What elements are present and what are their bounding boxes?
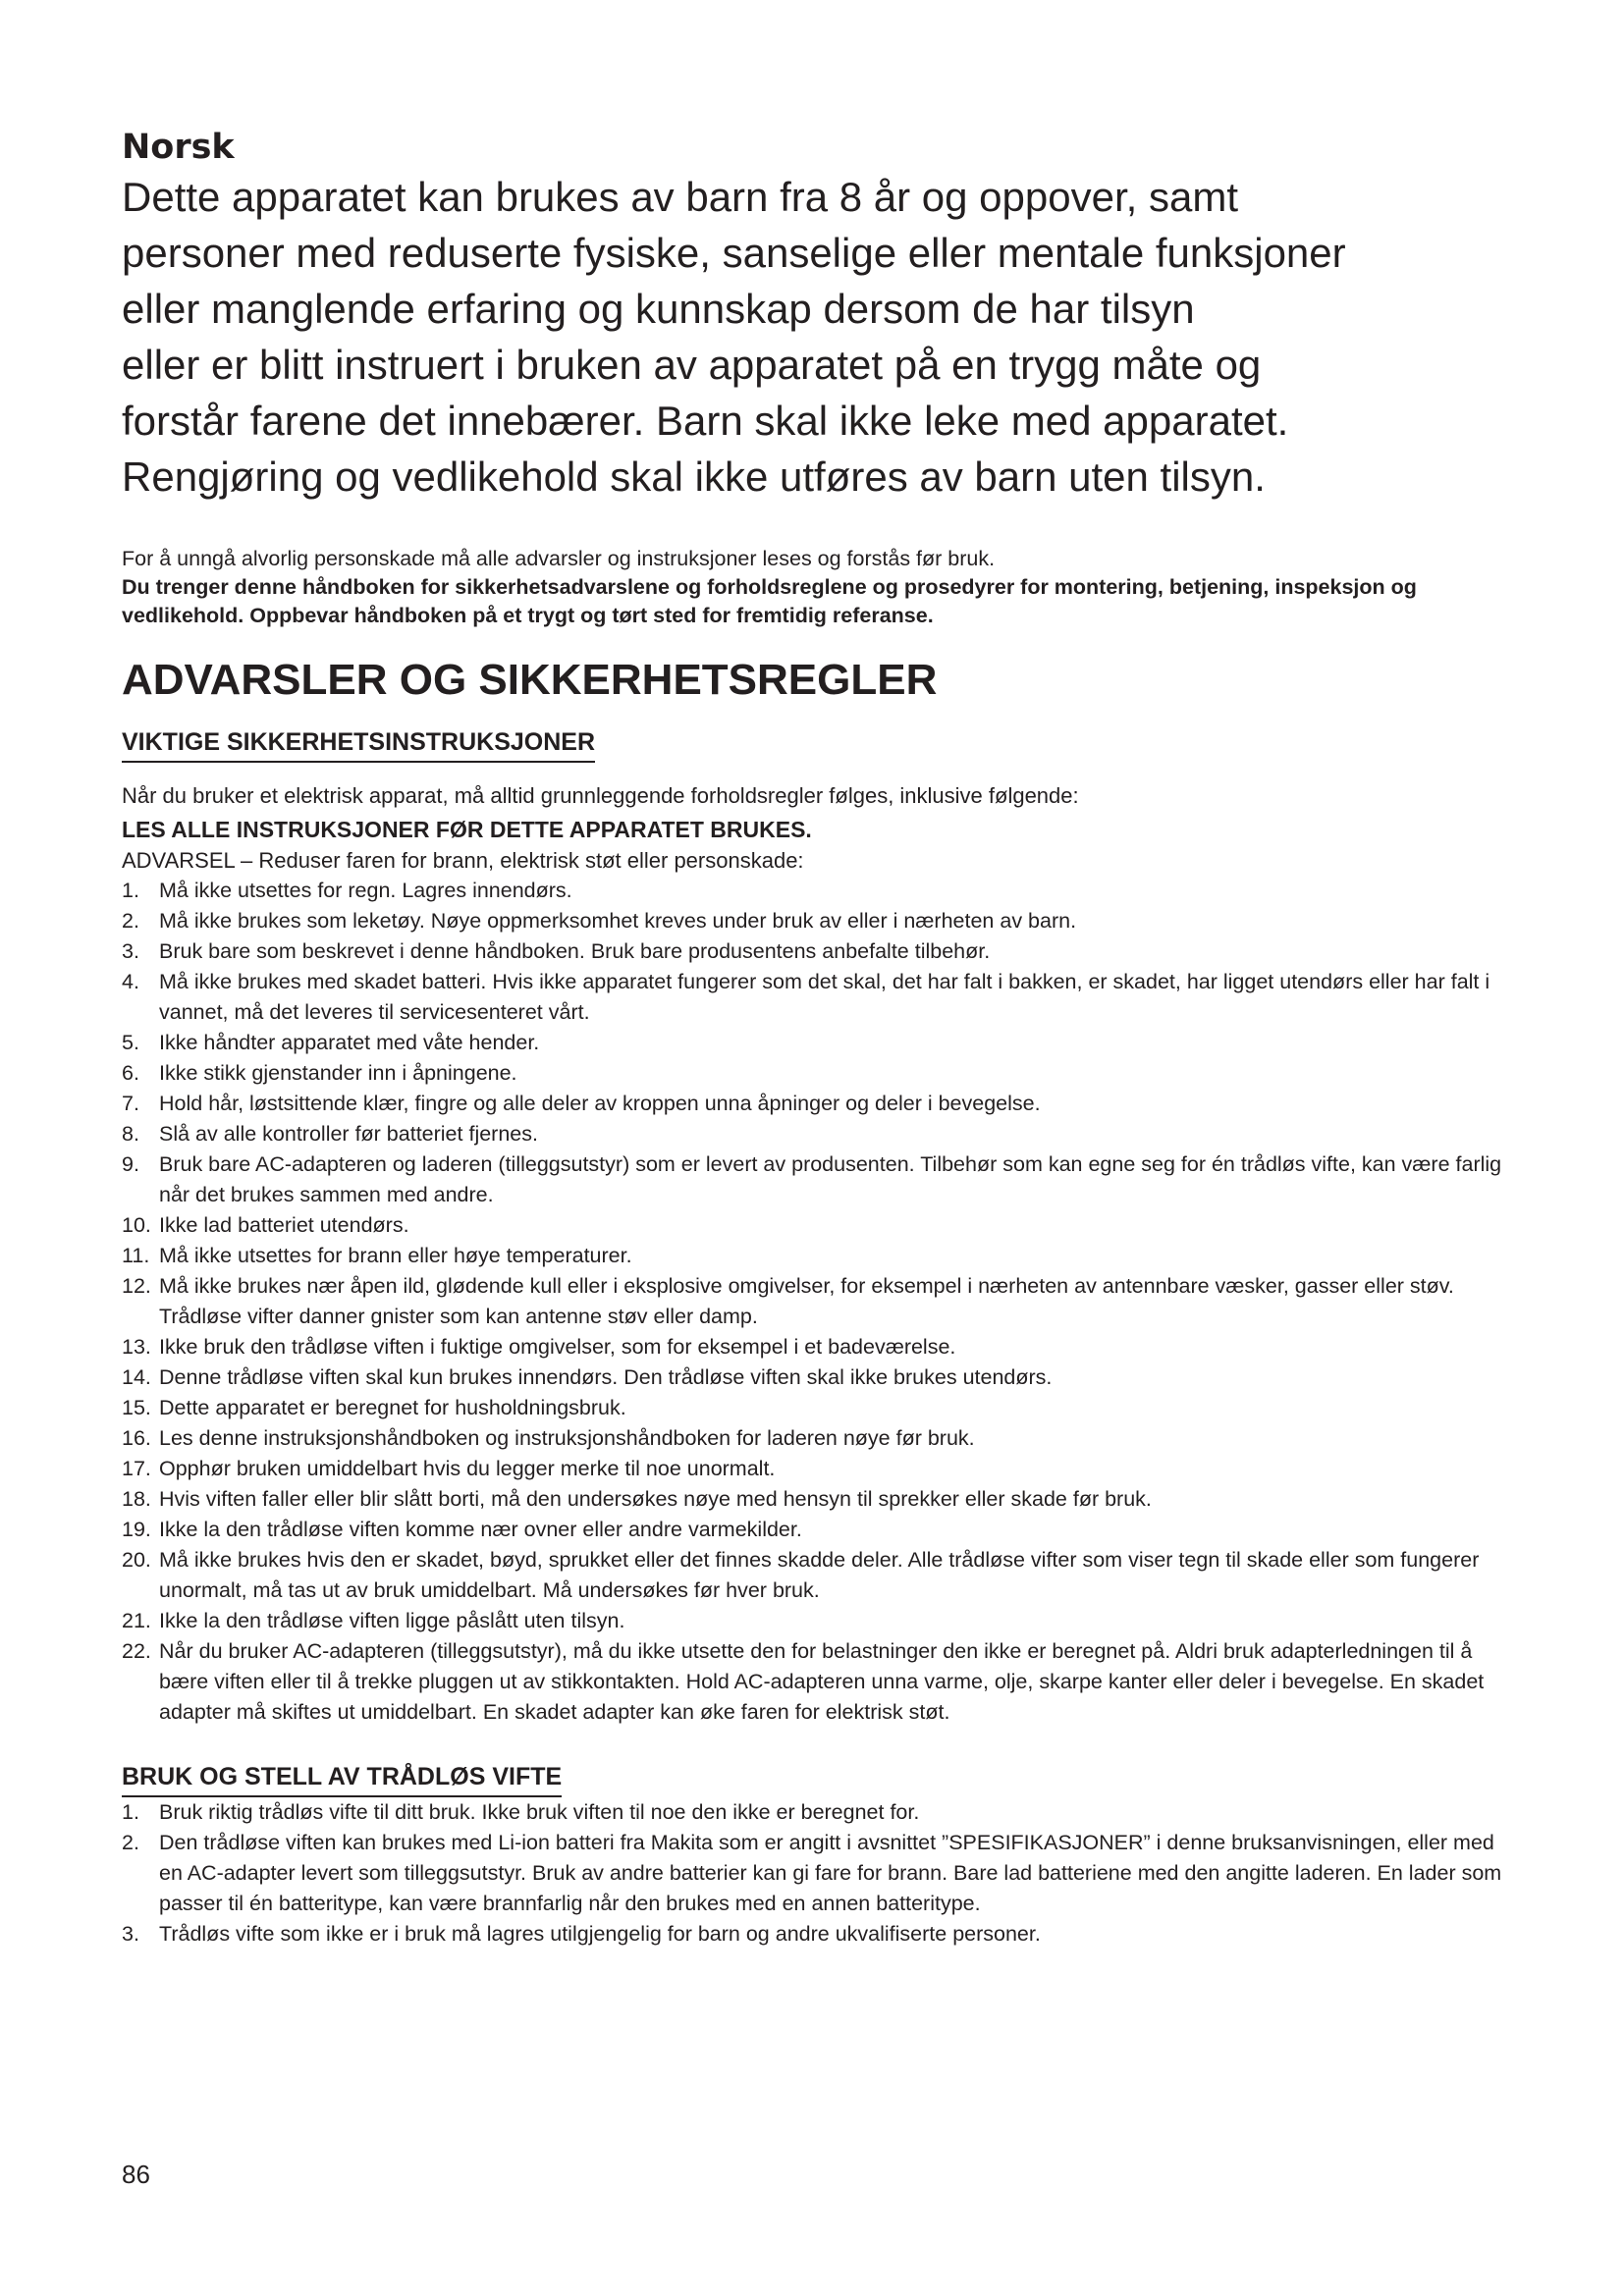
list-item [122,1089,1516,1119]
list-item [122,1332,1516,1362]
list-item-text: Dette apparatet er beregnet for husholdningsbruk. [159,1396,626,1419]
list-item [122,1149,1516,1210]
list-item-number: 19. [122,1518,151,1541]
list-item-text: Ikke la den trådløse viften komme nær ovner eller andre varmekilder. [159,1518,802,1541]
list-item-number: 9. [122,1152,139,1176]
list-item-text: Denne trådløse viften skal kun brukes innendørs. Den trådløse viften skal ikke brukes utendørs. [159,1365,1053,1389]
list-item-text: Hvis viften faller eller blir slått borti, må den undersøkes nøye med hensyn til sprekker eller skade før bruk. [159,1487,1152,1511]
list-item-number: 10. [122,1213,151,1237]
list-item-number: 15. [122,1396,151,1419]
list-item-text: Må ikke brukes nær åpen ild, glødende kull eller i eksplosive omgivelser, for eksempel i nærheten av antennbare væsker, gasser eller støv. Trådløse vifter danner gnister som kan antenne støv eller damp. [159,1274,1454,1328]
lead-line: eller er blitt instruert i bruken av apparatet på en trygg måte og [122,342,1262,388]
lead-line: forstår farene det innebærer. Barn skal ikke leke med apparatet. [122,398,1289,444]
list-item-text: Bruk riktig trådløs vifte til ditt bruk. Ikke bruk viften til noe den ikke er beregnet for. [159,1800,920,1824]
list-item [122,1119,1516,1149]
list-item-text: Må ikke brukes hvis den er skadet, bøyd, sprukket eller det finnes skadde deler. Alle trådløse vifter som viser tegn til skade eller som fungerer unormalt, må tas ut av bruk umiddelbart. Må undersøkes før hver bruk. [159,1548,1480,1602]
list-item [122,936,1516,967]
list-item [122,1028,1516,1058]
list-item-text: Slå av alle kontroller før batteriet fjernes. [159,1122,538,1146]
list-item-text: Les denne instruksjonshåndboken og instruksjonshåndboken for laderen nøye før bruk. [159,1426,975,1450]
list-item-text: Hold hår, løstsittende klær, fingre og alle deler av kroppen unna åpninger og deler i bevegelse. [159,1092,1041,1115]
lead-line: personer med reduserte fysiske, sanselige eller mentale funksjoner [122,230,1346,276]
lead-line: Dette apparatet kan brukes av barn fra 8 år og oppover, samt [122,174,1238,220]
section-heading-wrap [122,726,1516,763]
section-heading-care: BRUK OG STELL AV TRÅDLØS VIFTE [122,1761,562,1797]
list-item-text: Må ikke brukes med skadet batteri. Hvis ikke apparatet fungerer som det skal, det har falt i bakken, er skadet, har ligget utendørs eller har falt i vannet, må det leveres til servicesenteret vårt. [159,970,1490,1024]
list-item [122,1271,1516,1332]
list-item-text: Ikke la den trådløse viften ligge påslått uten tilsyn. [159,1609,625,1632]
list-item [122,1454,1516,1484]
document-page [122,128,1516,1949]
list-item-number: 11. [122,1244,150,1267]
care-instructions-list [122,1797,1516,1949]
list-item-number: 3. [122,1922,139,1946]
list-item-text: Ikke håndter apparatet med våte hender. [159,1031,540,1054]
list-item-text: Ikke bruk den trådløse viften i fuktige omgivelser, som for eksempel i et badeværelse. [159,1335,956,1359]
list-item [122,1515,1516,1545]
main-heading: ADVARSLER OG SIKKERHETSREGLER [122,656,938,704]
list-item [122,1058,1516,1089]
intro-text: For å unngå alvorlig personskade må alle advarsler og instruksjoner leses og forstås før bruk. [122,547,996,570]
lead-line: Rengjøring og vedlikehold skal ikke utføres av barn uten tilsyn. [122,454,1266,500]
list-item-number: 2. [122,909,139,933]
list-item-number: 14. [122,1365,151,1389]
list-item-number: 7. [122,1092,139,1115]
list-item [122,967,1516,1028]
list-item [122,1362,1516,1393]
list-item-number: 2. [122,1831,139,1854]
list-item-text: Ikke stikk gjenstander inn i åpningene. [159,1061,517,1085]
safety-instructions-list [122,876,1516,1728]
section-lead: Når du bruker et elektrisk apparat, må alltid grunnleggende forholdsregler følges, inklusive følgende: [122,783,1079,808]
list-item-number: 20. [122,1548,151,1572]
list-item [122,1636,1516,1728]
list-item [122,1919,1516,1949]
list-item-number: 8. [122,1122,139,1146]
list-item-text: Den trådløse viften kan brukes med Li-ion batteri fra Makita som er angitt i avsnittet ”SPESIFIKASJONER” i denne bruksanvisningen, eller med en AC-adapter levert som tilleggsutstyr. Bruk av andre batterier kan gi fare for brann. Bare lad batteriene med den angitte laderen. En lader som passer til én batteritype, kan være brannfarlig når den brukes med en annen batteritype. [159,1831,1502,1915]
list-item-number: 13. [122,1335,151,1359]
list-item [122,1423,1516,1454]
list-item [122,1606,1516,1636]
list-item-number: 16. [122,1426,151,1450]
language-label: Norsk [122,128,235,167]
list-item-text: Når du bruker AC-adapteren (tilleggsutstyr), må du ikke utsette den for belastninger den ikke er beregnet på. Aldri bruk adapterledningen til å bære viften eller til å trekke pluggen ut av stikkontakten. Hold AC-adapteren unna varme, olje, skarpe kanter eller deler i bevegelse. En skadet adapter må skiftes ut umiddelbart. En skadet adapter kan øke faren for elektrisk støt. [159,1639,1485,1724]
list-item [122,906,1516,936]
list-item [122,1393,1516,1423]
list-item-number: 22. [122,1639,151,1663]
list-item-text: Trådløs vifte som ikke er i bruk må lagres utilgjengelig for barn og andre ukvalifiserte personer. [159,1922,1041,1946]
list-item [122,1210,1516,1241]
section-heading-safety: VIKTIGE SIKKERHETSINSTRUKSJONER [122,726,595,763]
intro-bold-text: Du trenger denne håndboken for sikkerhetsadvarslene og forholdsreglene og prosedyrer for montering, betjening, inspeksjon og vedlikehold. Oppbevar håndboken på et trygt og tørt sted for fremtidig referanse. [122,575,1417,627]
list-item-number: 6. [122,1061,139,1085]
list-item-number: 1. [122,1800,139,1824]
list-item-number: 17. [122,1457,151,1480]
read-instructions-notice: LES ALLE INSTRUKSJONER FØR DETTE APPARATET BRUKES. [122,817,812,842]
lead-paragraph [122,169,1516,505]
list-item-text: Må ikke utsettes for brann eller høye temperaturer. [159,1244,632,1267]
list-item-number: 18. [122,1487,151,1511]
lead-line: eller manglende erfaring og kunnskap dersom de har tilsyn [122,286,1195,332]
list-item-text: Må ikke brukes som leketøy. Nøye oppmerksomhet kreves under bruk av eller i nærheten av barn. [159,909,1077,933]
list-item [122,1484,1516,1515]
list-item-number: 3. [122,939,139,963]
list-item-text: Ikke lad batteriet utendørs. [159,1213,409,1237]
list-item [122,876,1516,906]
warning-text: ADVARSEL – Reduser faren for brann, elektrisk støt eller personskade: [122,848,804,873]
list-item [122,1797,1516,1828]
section-heading-wrap [122,1761,1516,1797]
list-item-text: Bruk bare som beskrevet i denne håndboken. Bruk bare produsentens anbefalte tilbehør. [159,939,991,963]
list-item [122,1241,1516,1271]
list-item-number: 4. [122,970,139,993]
list-item-number: 1. [122,879,139,902]
page-number: 86 [122,2160,150,2189]
list-item-text: Bruk bare AC-adapteren og laderen (tilleggsutstyr) som er levert av produsenten. Tilbehør som kan egne seg for én trådløs vifte, kan være farlig når det brukes sammen med andre. [159,1152,1502,1206]
list-item-number: 5. [122,1031,139,1054]
list-item-text: Må ikke utsettes for regn. Lagres innendørs. [159,879,572,902]
list-item-number: 21. [122,1609,151,1632]
list-item [122,1545,1516,1606]
list-item [122,1828,1516,1919]
intro-block [122,545,1516,630]
list-item-number: 12. [122,1274,151,1298]
list-item-text: Opphør bruken umiddelbart hvis du legger merke til noe unormalt. [159,1457,776,1480]
